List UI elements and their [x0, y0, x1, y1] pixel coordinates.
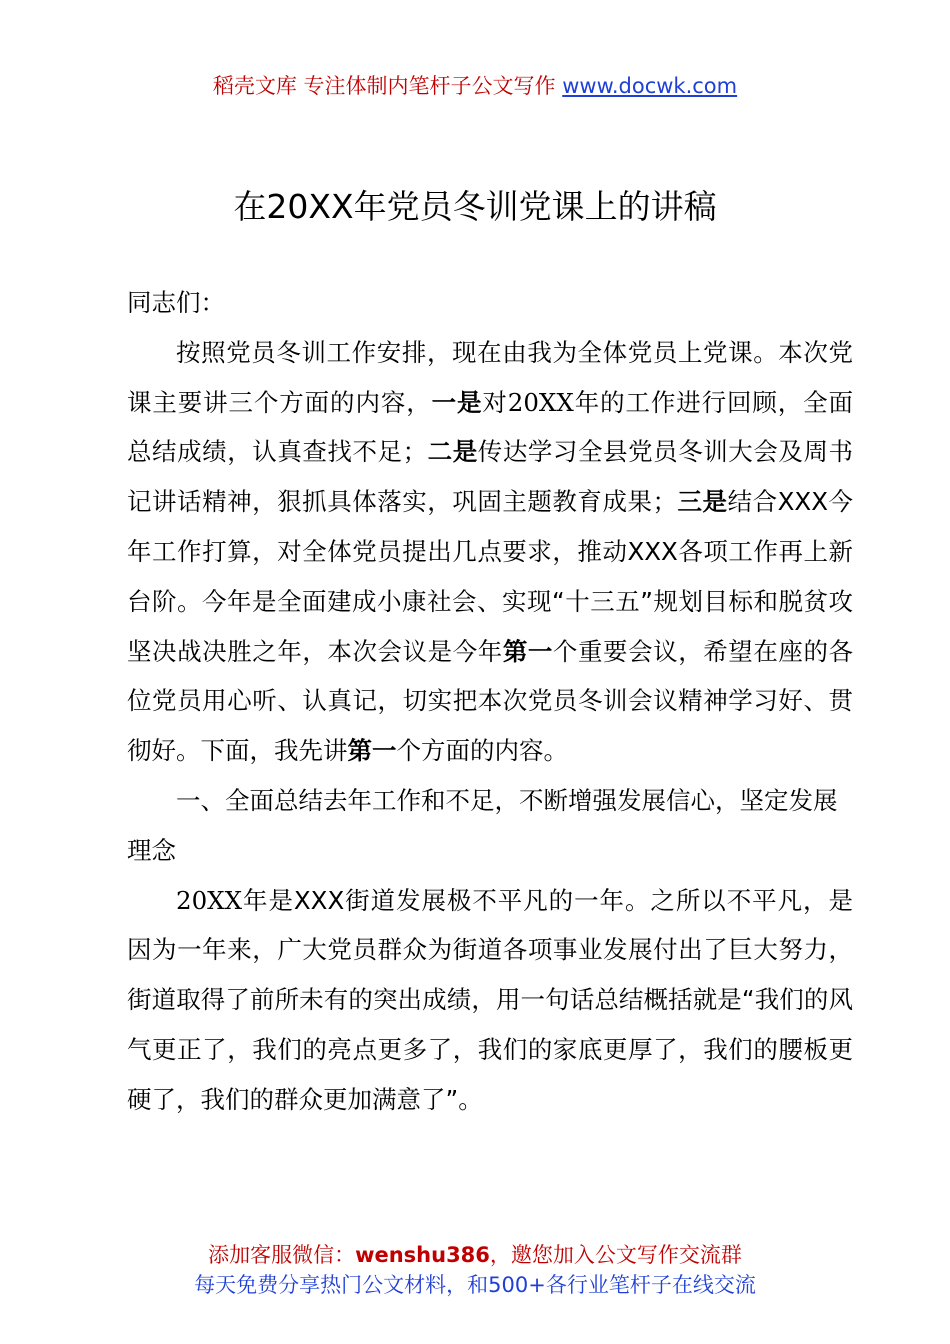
year-text: 20XX: [507, 387, 574, 417]
header-site-link[interactable]: www.docwk.com: [562, 74, 738, 98]
document-title: 在20XX年党员冬训党课上的讲稿: [233, 187, 717, 226]
text-run: 对: [482, 387, 508, 417]
text-run: 传达学习全县党员冬训大会及周书记讲话精神，狠抓具体落实，巩固主题教育成果；: [127, 437, 854, 517]
section-heading-1: 一、全面总结去年工作和不足，不断增强发展信心，坚定发展理念: [127, 785, 838, 865]
year-text: 20XX: [176, 885, 243, 915]
text-run: 年是XXX街道发展极不平凡的一年。之所以不平凡，是因为一年来，广大党员群众为街道各项事业发展付出了巨大努力，街道取得了前所未有的突出成绩，用一句话总结概括就是“我们的风气更正了，我们的亮点更多了，我们的家底更厚了，我们的腰板更硬了，我们的群众更加满意了”。: [127, 885, 853, 1114]
emphasis-first-aspect: 第一: [347, 736, 397, 766]
watermark-footer: [0, 1240, 950, 1300]
emphasis-second: 二是: [427, 437, 478, 467]
header-brand-text: 稻壳文库 专注体制内笔杆子公文写作: [212, 74, 556, 98]
watermark-header: [0, 70, 950, 100]
salutation: 同志们：: [127, 288, 225, 317]
text-run: 个方面的内容。: [396, 736, 568, 766]
text-run: 结合XXX今年工作打算，对全体党员提出几点要求，推动XXX各项工作再上新台阶。今年是全面建成小康社会、实现“十三五”规划目标和脱贫攻坚决战决胜之年，本次会议是今年: [127, 487, 854, 666]
footer-prefix: 添加客服微信：: [208, 1243, 356, 1267]
emphasis-third: 三是: [677, 487, 728, 517]
emphasis-first-item: 第一: [502, 636, 553, 666]
text-run: 按照党员冬训工作安排，现在由我为全体党员上党课。本次党课主要讲三个方面的内容，: [127, 337, 853, 417]
emphasis-first: 一是: [431, 387, 483, 417]
text-run: 年的工作进行回顾，全面总结成绩，认真查找不足；: [127, 387, 854, 467]
footer-contact-line: [0, 1240, 950, 1270]
footer-promo-line: 每天免费分享热门公文材料，和500+各行业笔杆子在线交流: [194, 1273, 756, 1297]
paragraph-intro: [127, 328, 853, 776]
wechat-id: wenshu386: [355, 1243, 490, 1267]
text-run: 个重要会议，希望在座的各位党员用心听、认真记，切实把本次党员冬训会议精神学习好、贯彻好。下面，我先讲: [127, 636, 854, 766]
footer-suffix: ，邀您加入公文写作交流群: [489, 1243, 742, 1267]
paragraph-summary: [127, 876, 853, 1125]
document-body: [127, 278, 853, 1125]
